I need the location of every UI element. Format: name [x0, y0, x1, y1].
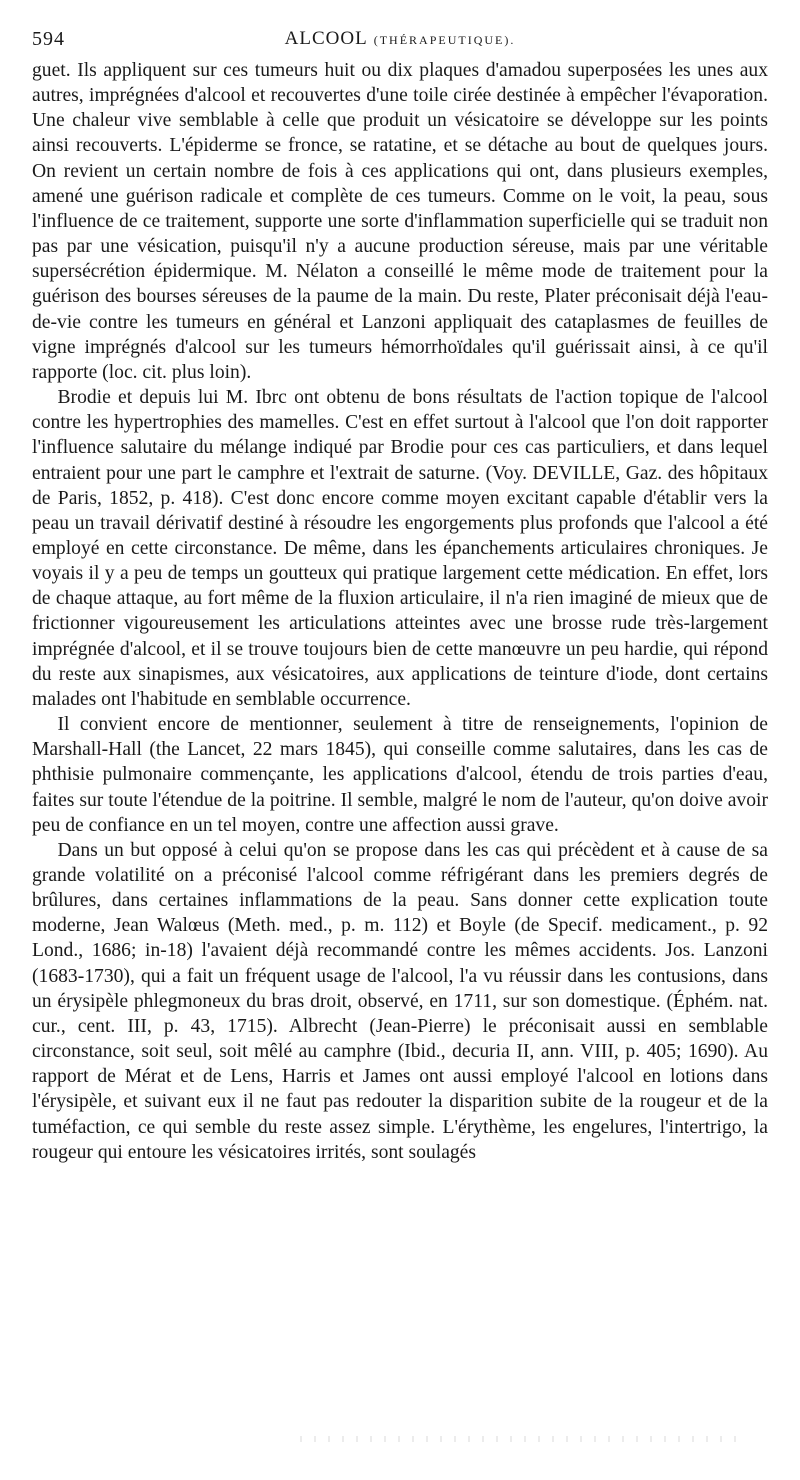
running-subtitle: (THÉRAPEUTIQUE).: [373, 33, 516, 47]
running-title: ALCOOL: [284, 28, 368, 49]
paragraph-brodie: Brodie et depuis lui M. Ibrc ont obtenu de bons résultats de l'action topique de l'alcool contre les hypertrophies des mamelles. C'est en effet surtout à l'alcool que l'on doit rapporter l'influence salutaire du mélange indiqué par Brodie pour ces cas particuliers, et dans lequel entraient pour une part le camphre et l'extrait de saturne. (Voy. DEVILLE, Gaz. des hôpitaux de Paris, 1852, p. 418). C'est donc encore comme moyen excitant capable d'établir vers la peau un travail dérivatif destiné à résoudre les engorgements plus profonds que l'alcool a été employé en cette circonstance. De même, dans les épanchements articulaires chroniques. Je voyais il y a peu de temps un goutteux qui pratique largement cette médication. En effet, lors de chaque attaque, au fort même de la fluxion articulaire, il n'a rien imaginé de mieux que de frictionner vigoureusement les articulations atteintes avec une brosse rude très-largement imprégnée d'alcool, et il se trouve toujours bien de cette manœuvre un peu hardie, qui répond du reste aux sinapismes, aux vésicatoires, aux applications de teinture d'iode, dont certains malades ont l'habitude en semblable occurrence.: [32, 387, 768, 710]
paragraph-refrigerant: Dans un but opposé à celui qu'on se propose dans les cas qui précèdent et à cause de sa grande volatilité on a préconisé l'alcool comme réfrigérant dans les premiers degrés de brûlures, dans certaines inflammations de la peau. Sans donner cette explication toute moderne, Jean Walœus (Meth. med., p. m. 112) et Boyle (de Specif. medicament., p. 92 Lond., 1686; in-18) l'avaient déjà recommandé contre les mêmes accidents. Jos. Lanzoni (1683-1730), qui a fait un fréquent usage de l'alcool, l'a vu réussir dans les contusions, dans un érysipèle phlegmoneux du bras droit, observé, en 1711, sur son domestique. (Éphém. nat. cur., cent. III, p. 43, 1715). Albrecht (Jean-Pierre) le préconisait aussi en semblable circonstance, soit seul, soit mêlé au camphre (Ibid., decuria II, ann. VIII, p. 405; 1690). Au rapport de Mérat et de Lens, Harris et James ont aussi employé l'alcool en lotions dans l'érysipèle, et suivant eux il ne faut pas redouter la disparition subite de la rougeur et de la tuméfaction, ce qui semble du reste assez simple. L'érythème, les engelures, l'intertrigo, la rougeur qui entoure les vésicatoires irrités, sont soulagés: [32, 839, 768, 1163]
paragraph-marshall-hall: Il convient encore de mentionner, seulement à titre de renseignements, l'opinion de Marshall-Hall (the Lancet, 22 mars 1845), qui conseille comme salutaires, dans les cas de phthisie pulmonaire commençante, les applications d'alcool, étendu de trois parties d'eau, faites sur toute l'étendue de la poitrine. Il semble, malgré le nom de l'auteur, qu'on doive avoir peu de confiance en un tel moyen, contre une affection aussi grave.: [32, 714, 768, 836]
running-header: [32, 28, 768, 56]
page-number: 594: [32, 28, 65, 50]
page-body: [32, 58, 768, 1165]
paragraph-continuation: guet. Ils appliquent sur ces tumeurs huit ou dix plaques d'amadou superposées les unes aux autres, imprégnées d'alcool et recouvertes d'une toile cirée destinée à empêcher l'évaporation. Une chaleur vive semblable à celle que produit un vésicatoire se développe sur les points ainsi recouverts. L'épiderme se fronce, se ratatine, et se détache au bout de quelques jours. On revient un certain nombre de fois à ces applications qui ont, dans plusieurs exemples, amené une guérison radicale et complète de ces tumeurs. Comme on le voit, la peau, sous l'influence de ce traitement, supporte une sorte d'inflammation superficielle qui se traduit non pas par une vésication, puisqu'il n'y a aucune production séreuse, mais par une véritable supersécrétion épidermique. M. Nélaton a conseillé le même mode de traitement pour la guérison des bourses séreuses de la paume de la main. Du reste, Plater préconisait déjà l'eau-de-vie contre les tumeurs en général et Lanzoni appliquait des cataplasmes de feuilles de vigne imprégnés d'alcool sur les tumeurs hémorrhoïdales qu'il guérissait ainsi, à ce qu'il rapporte (loc. cit. plus loin).: [32, 60, 768, 383]
scan-noise-divider: [300, 1436, 740, 1442]
